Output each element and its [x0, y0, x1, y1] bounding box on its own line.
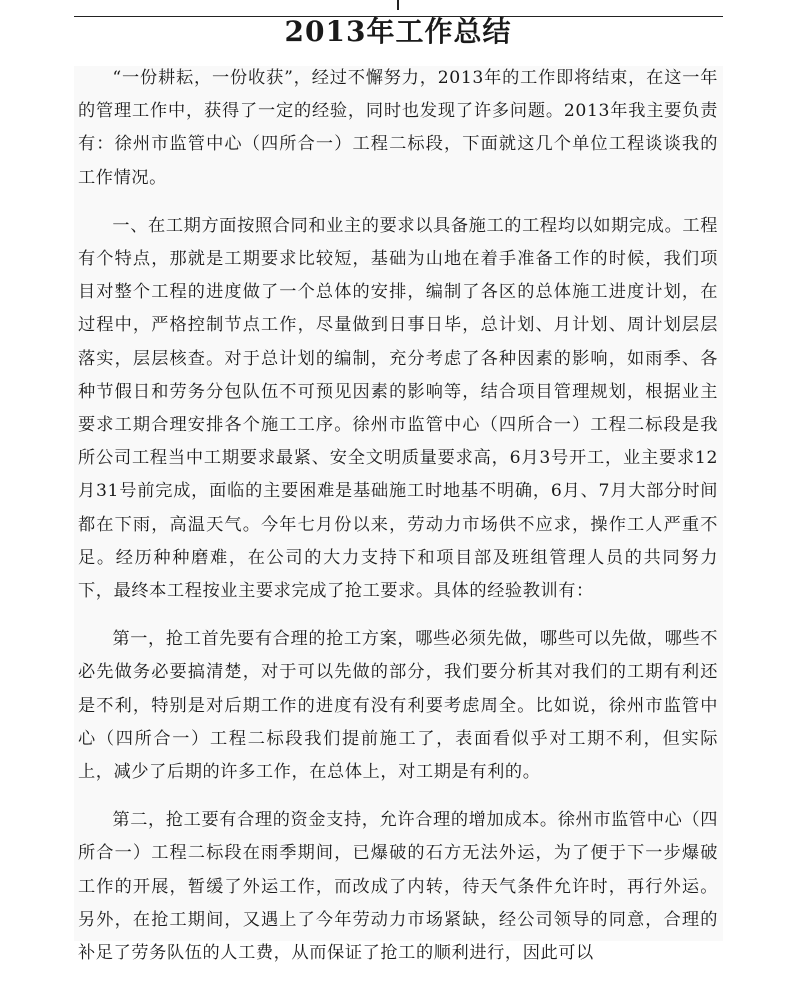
text-cursor: [397, 0, 399, 10]
paragraph-second-lesson: 第二，抢工要有合理的资金支持，允许合理的增加成本。徐州市监管中心（四所合一）工程二标段在雨季期间，已爆破的石方无法外运，为了便于下一步爆破工作的开展，暂缓了外运工作，而改成了内转，待天气条件允许时，再行外运。另外，在抢工期间，又遇上了今年劳动力市场紧缺，经公司领导的同意，合理的补足了劳务队伍的人工费，从而保证了抢工的顺利进行，因此可以: [78, 810, 718, 964]
paragraph-first-lesson: 第一，抢工首先要有合理的抢工方案，哪些必须先做，哪些可以先做，哪些不必先做务必要搞清楚，对于可以先做的部分，我们要分析其对我们的工期有利还是不利，特别是对后期工作的进度有没有利要考虑周全。比如说，徐州市监管中心（四所合一）工程二标段我们提前施工了，表面看似乎对工期不利，但实际上，减少了后期的许多工作，在总体上，对工期是有利的。: [78, 629, 718, 783]
document-body: [78, 62, 718, 985]
paragraph-schedule: 一、在工期方面按照合同和业主的要求以具备施工的工程均以如期完成。工程有个特点，那就是工期要求比较短，基础为山地在着手准备工作的时候，我们项目对整个工程的进度做了一个总体的安排，编制了各区的总体施工进度计划，在过程中，严格控制节点工作，尽量做到日事日毕，总计划、月计划、周计划层层落实，层层核查。对于总计划的编制，充分考虑了各种因素的影响，如雨季、各种节假日和劳务分包队伍不可预见因素的影响等，结合项目管理规划，根据业主要求工期合理安排各个施工工序。徐州市监管中心（四所合一）工程二标段是我所公司工程当中工期要求最紧、安全文明质量要求高，6月3号开工，业主要求12月31号前完成，面临的主要困难是基础施工时地基不明确，6月、7月大部分时间都在下雨，高温天气。今年七月份以来，劳动力市场供不应求，操作工人严重不足。经历种种磨难，在公司的大力支持下和项目部及班组管理人员的共同努力下，最终本工程按业主要求完成了抢工要求。具体的经验教训有：: [78, 215, 718, 602]
paragraph-intro: “一份耕耘，一份收获”，经过不懈努力，2013年的工作即将结束，在这一年的管理工作中，获得了一定的经验，同时也发现了许多问题。2013年我主要负责有：徐州市监管中心（四所合一）工程二标段，下面就这几个单位工程谈谈我的工作情况。: [78, 68, 718, 188]
document-title: 2013年工作总结: [284, 15, 512, 48]
